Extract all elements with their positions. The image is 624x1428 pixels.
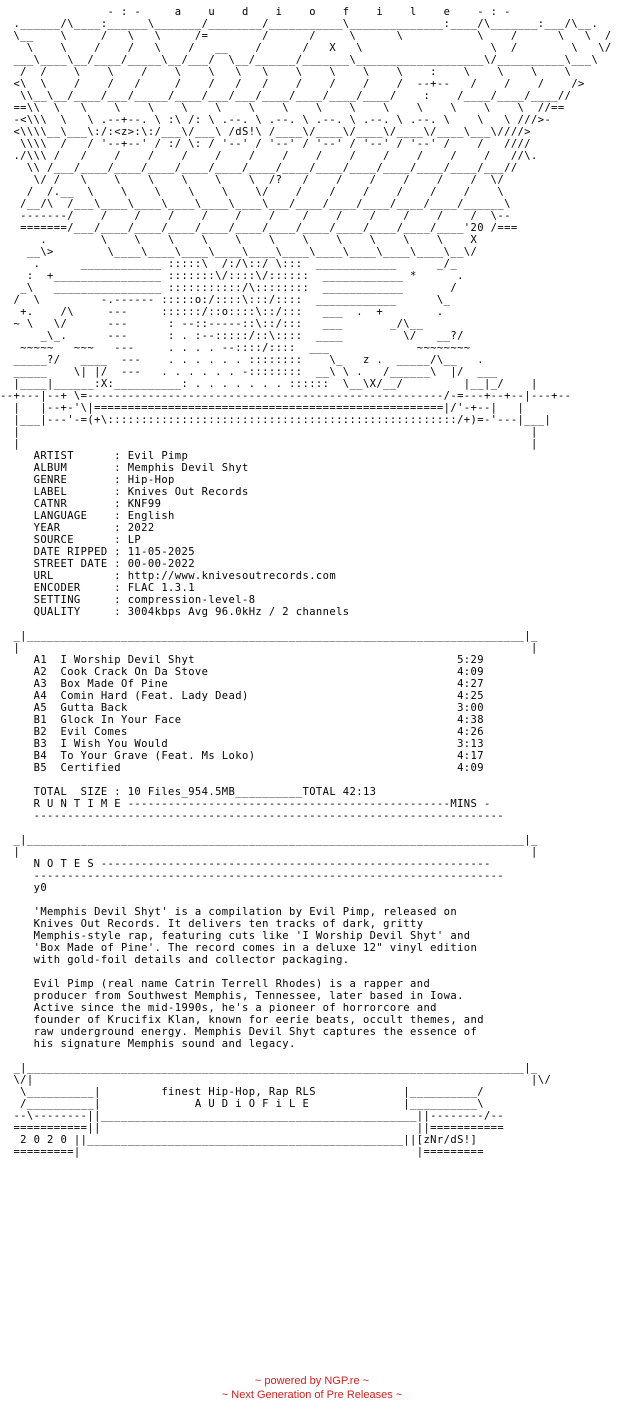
nfo-text-block: - : - a u d i o f i l e - : - .______/\____:______\_______/________/___________\______________:____/\_______:___/\__. \__ \ / \ \ /= / / \ \ \ / \ \ / \ \ / / \ / __ / / X \ \ / \ \/ ___\____\__/____/_____\__/___/ \__/______/_______\___________________\/__________\___\ / / \ \ / \ \ \ \ \ \ \ \ : \ \ \ \ <\ \ / / / / / / / / / / / --+-- / / / /> \\__\__/____/___/_____/____/___/___/____/____/____/____/ : /____/____/____// ==\\ \ \ \ \ \ \ \ \ \ \ \ \ \ \ \ //== -<\\\ \ \ .--+--. \ :\ /: \ .--. \ .--. \ .--. \ .--. \ .--. \ \ \ ///>- <\\\\__\___\:/:<z>:\:/___\/___\ /dS!\ /____\/____\/____\/____\/____\___\////> \\\\ / / '--+--' / :/ \: / '--' / '--' / '--' / '--' / '--' / / //// ./\\\ / / / / / / / / / / / / / / //\. \\ /___/____/____/____/____/____/____/____/____/____/____/____/____/___// \/ / \ \ \ \ \ \ /? / / / / / / \/ / /.__ \ \ \ \ \ \/ / / / / / / \ /__/\ /___\____\____\____\____\____\___/____/____/____/____/____/______\ -------/ / / / / / / / / / / / / \-- =======/___/____/____/____/____/____/____/____/____/____/____/____'20 /=== . \ \ \ \ \ \ \ \ \ \ \ X __\> \____\____\____\____\____\____\____\____\____\____\__\/ . ____________ :::::\ /:/\::/ \::: ____________ _/_ : +________________ :::::::\/::::\/:::::: ____________ * . _\ ________________ :::::::::::/\:::::::: ____________ / / \ -.------ :::::o:/::::\:::/:::: ____________ \_ +. /\ --- ::::::/::o::::\::/::: ___ . + . ~ \ \/ --- : --::-----::\::/::: ___ _/\__ _\_. --- : . :--:::::/::\:::: ____ \/ __?/ ~~~~~ ~~~ --- . . . . --::::/:::: ___ ~~~~~~~~ _____?/ ____ --- . . . . . . :::::::: \_ z . _____/\__ . _____ \| |/ --- . . . . . . -:::::::: __\ \ . /______\ |/ ___ |____|______:X:__________: . . . . . . . :::::: \__\X/__/ |__|_/ | --+---|--+ \=-----------------------------------------------------/-=---+--+--|---+-- | |--+-'\|====================================================|/'-+--| | |___|---'-=(+\::::::::::::::::::::::::::::::::::::::::::::::::::::/+)=-'---|___| | | | | ARTIST : Evil Pimp ALBUM : Memphis Devil Shyt GENRE : Hip-Hop LABEL : Knives Out Records CATNR : KNF99 LANGUAGE : English YEAR : 2022 SOURCE : LP DATE RIPPED : 11-05-2025 STREET DATE : 00-00-2022 URL : http://www.knivesoutrecords.com ENCODER : FLAC 1.3.1 SETTING : compression-level-8 QUALITY : 3004kbps Avg 96.0kHz / 2 channels _|__________________________________________________________________________|_ | | A1 I Worship Devil Shyt 5:29 A2 Cook Crack On Da Stove 4:09 A3 Box Made Of Pine 4:27 A4 Comin Hard (Feat. Lady Dead) 4:25 A5 Gutta Back 3:00 B1 Glock In Your Face 4:38 B2 Evil Comes 4:26 B3 I Wish You Would 3:13 B4 To Your Grave (Feat. Ms Loko) 4:17 B5 Certified 4:09 TOTAL SIZE : 10 Files_954.5MB__________TOTAL 42:13 R U N T I M E ------------------------------------------------MINS - ---------------------------------------------------------------------- _|__________________________________________________________________________|_ | | N O T E S ---------------------------------------------------------- ---------------------------------------------------------------------- y0 'Memphis Devil Shyt' is a compilation by Evil Pimp, released on Knives Out Records. It delivers ten tracks of dark, gritty Memphis-style rap, featuring cuts like 'I Worship Devil Shyt' and 'Box Made of Pine'. The record comes in a deluxe 12" vinyl edition with gold-foil details and collector packaging. Evil Pimp (real name Catrin Terrell Rhodes) is a rapper and producer from Southwest Memphis, Tennessee, later based in Iowa. Active since the mid-1990s, he's a pioneer of horrorcore and founder of Krucifix Klan, known for eerie beats, occult themes, and raw underground energy. Memphis Devil Shyt captures the essence of his signature Memphis sound and legacy. _|__________________________________________________________________________|_ \/| |\/ \__________| finest Hip-Hop, Rap RLS |__________/ /__________| A U D i O F i L E |__________\ --\--------||_______________________________________________||--------/-- ===========|| ||=========== 2 0 2 0 ||_______________________________________________||[zNr/dS!] =========| |========= <box>0 6 612 1158</box>
credits-footer <box>0 1374 624 1402</box>
ngp-tagline: ~ Next Generation of Pre Releases ~ <box>221 1389 403 1401</box>
powered-by-link[interactable]: ~ powered by NGP.re ~ <box>254 1375 370 1387</box>
